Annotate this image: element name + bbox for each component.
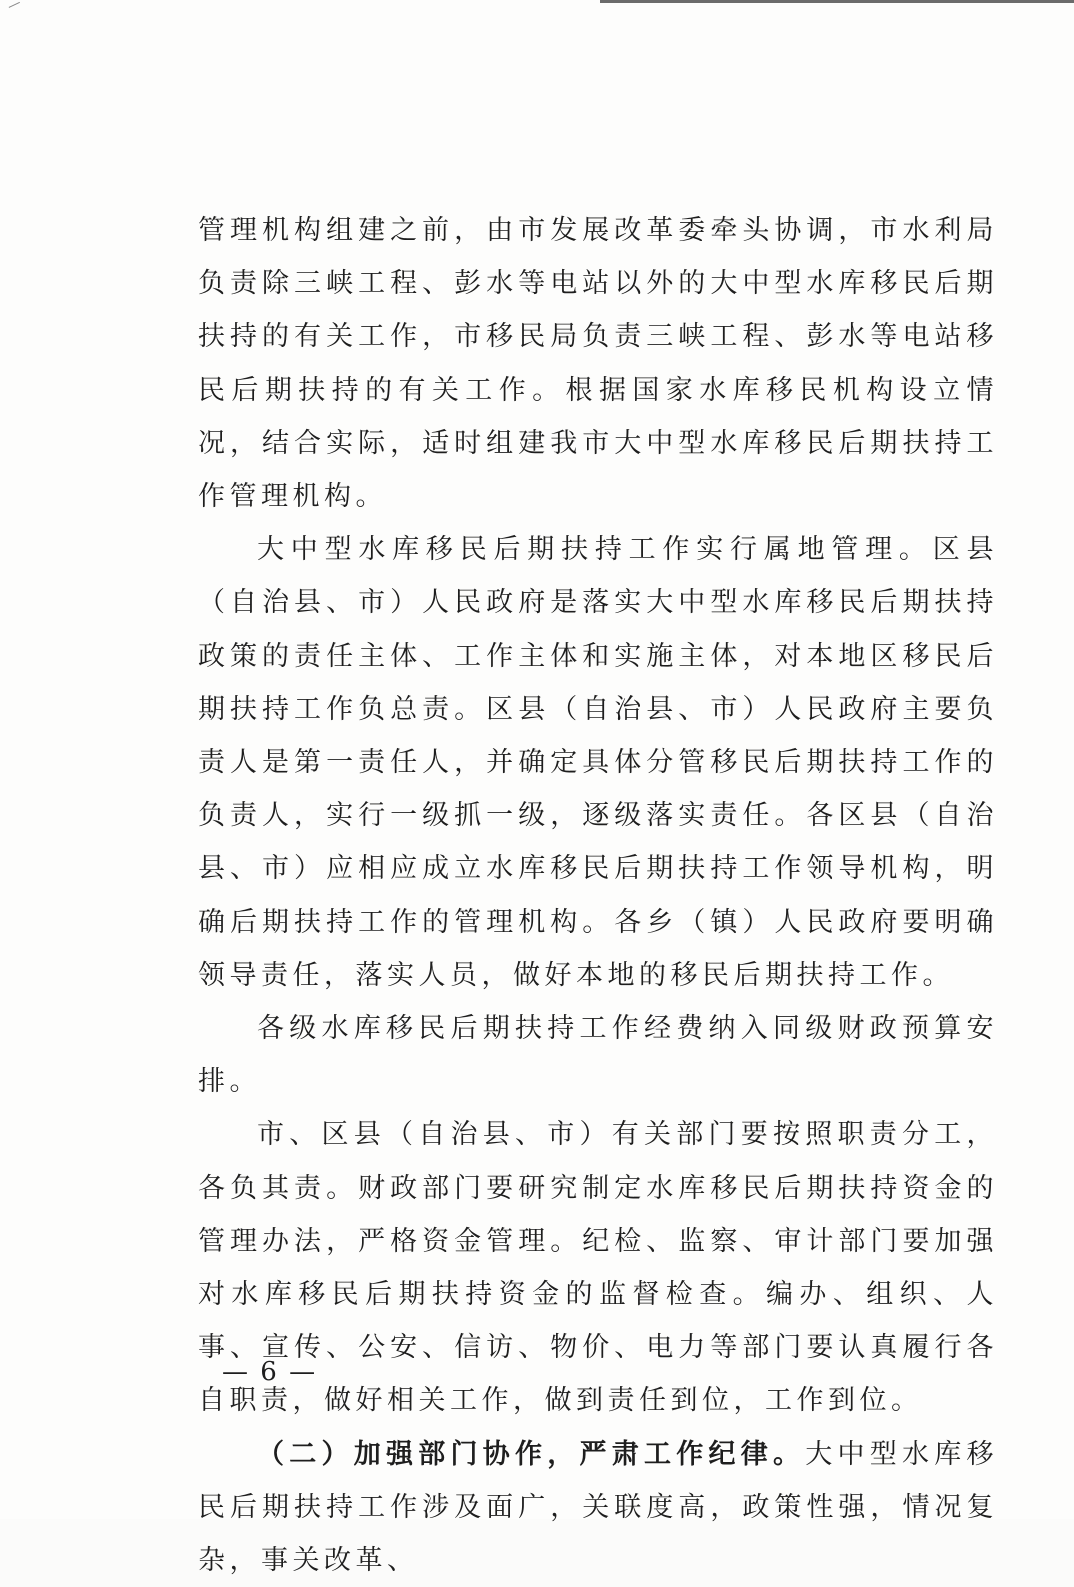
section-heading: （二）加强部门协作，严肃工作纪律。: [257, 1438, 806, 1470]
paragraph-1: 管理机构组建之前，由市发展改革委牵头协调，市水利局负责除三峡工程、彭水等电站以外的大中型水库移民后期扶持的有关工作，市移民局负责三峡工程、彭水等电站移民后期扶持的有关工作。根据国家水库移民机构设立情况，结合实际，适时组建我市大中型水库移民后期扶持工作管理机构。: [198, 215, 998, 513]
paragraph-5-text: 大中型水库移民后期扶持工作涉及面广，关联度高，政策性强，情况复杂，事关改革、: [198, 1438, 998, 1577]
paragraph-5: [198, 1428, 998, 1587]
scan-edge: [600, 0, 1074, 3]
scan-mark: [9, 2, 24, 15]
paragraph-2: 大中型水库移民后期扶持工作实行属地管理。区县（自治县、市）人民政府是落实大中型水库移民后期扶持政策的责任主体、工作主体和实施主体，对本地区移民后期扶持工作负总责。区县（自治县、市）人民政府主要负责人是第一责任人，并确定具体分管移民后期扶持工作的负责人，实行一级抓一级，逐级落实责任。各区县（自治县、市）应相应成立水库移民后期扶持工作领导机构，明确后期扶持工作的管理机构。各乡（镇）人民政府要明确领导责任，落实人员，做好本地的移民后期扶持工作。: [198, 534, 998, 991]
document-body: [198, 204, 998, 1587]
paragraph-3: 各级水库移民后期扶持工作经费纳入同级财政预算安排。: [198, 1013, 998, 1098]
paragraph-4: 市、区县（自治县、市）有关部门要按照职责分工，各负其责。财政部门要研究制定水库移民后期扶持资金的管理办法，严格资金管理。纪检、监察、审计部门要加强对水库移民后期扶持资金的监督检查。编办、组织、人事、宣传、公安、信访、物价、电力等部门要认真履行各自职责，做好相关工作，做到责任到位，工作到位。: [198, 1119, 998, 1417]
page-number: — 6 —: [222, 1357, 318, 1387]
